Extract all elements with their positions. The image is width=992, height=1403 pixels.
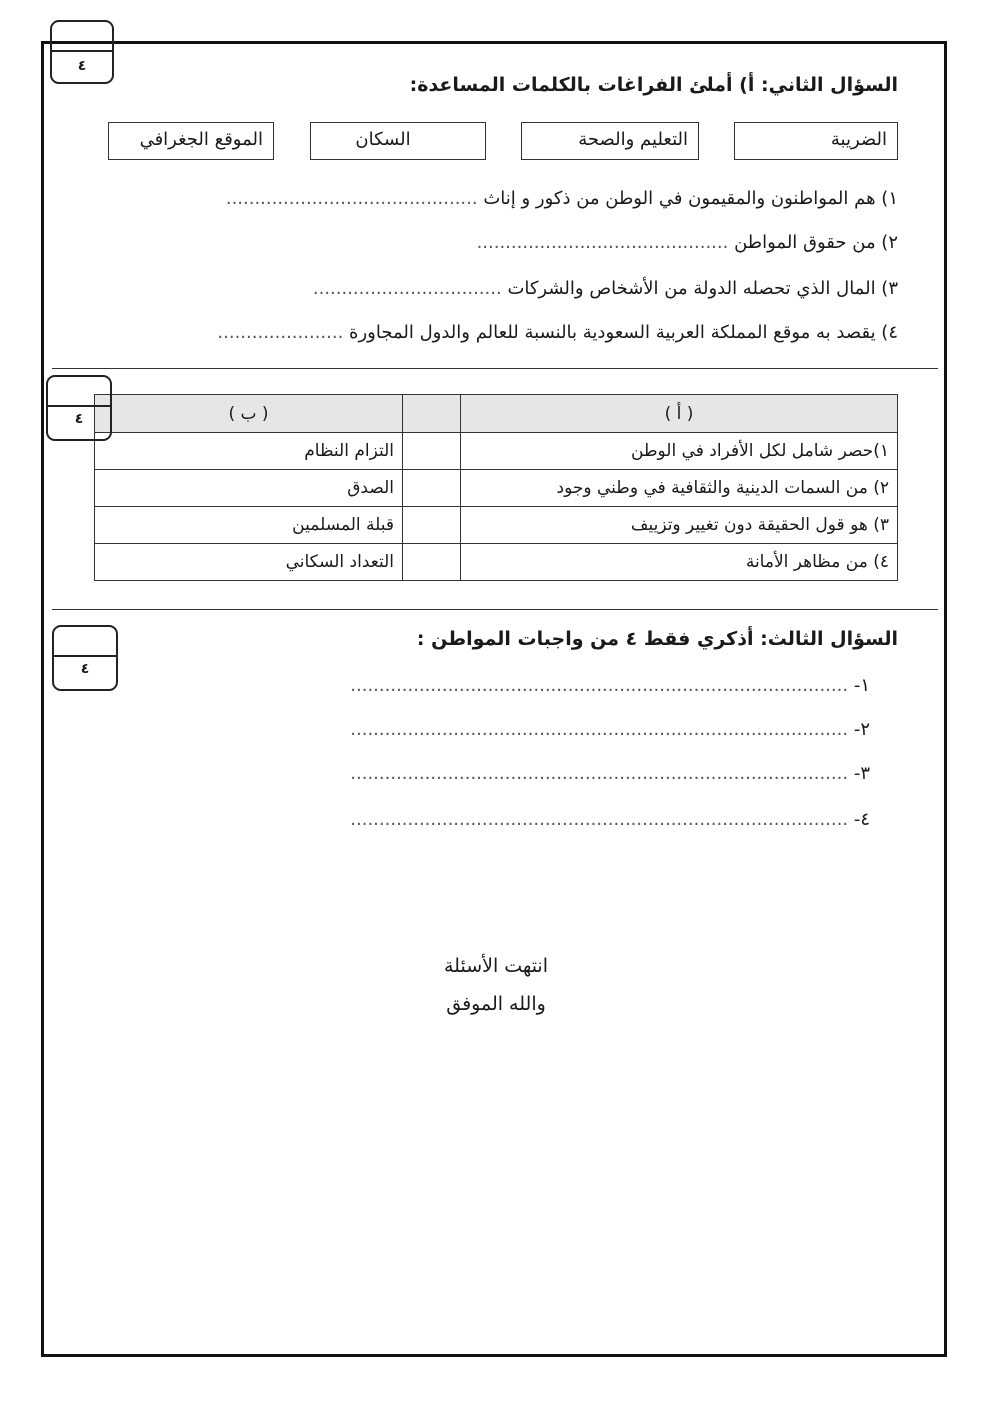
answer-line: [350, 760, 870, 788]
answer-line: [350, 806, 870, 834]
section-2-title: السؤال الثاني: أ) أملئ الفراغات بالكلمات المساعدة:: [409, 74, 898, 96]
fill-item-text: ٤) يقصد به موقع المملكة العربية السعودية بالنسبة للعالم والدول المجاورة: [349, 322, 898, 343]
answer-blank[interactable]: .......................................................................................: [350, 809, 849, 830]
fill-blank[interactable]: ............................................: [225, 188, 478, 209]
column-a-cell: ٣) هو قول الحقيقة دون تغيير وتزييف: [461, 507, 898, 544]
score-box-section-b: [46, 375, 112, 441]
closing-line-1: انتهت الأسئلة: [444, 955, 548, 977]
matching-table: [94, 394, 898, 581]
score-value: ٤: [77, 58, 87, 74]
column-b-cell: التعداد السكاني: [95, 544, 403, 581]
answer-blank[interactable]: .......................................................................................: [350, 719, 849, 740]
column-a-cell: ٤) من مظاهر الأمانة: [461, 544, 898, 581]
word-bank-item: السكان: [310, 122, 486, 160]
column-a-cell: ٢) من السمات الدينية والثقافية في وطني وجود: [461, 470, 898, 507]
section-divider: [52, 609, 938, 610]
column-a-cell: ١)حصر شامل لكل الأفراد في الوطن: [461, 433, 898, 470]
answer-label: ٤-: [853, 809, 870, 830]
answer-line: [350, 716, 870, 744]
fill-item: [477, 228, 898, 258]
answer-label: ٢-: [853, 719, 870, 740]
score-box-section-2: [50, 20, 114, 84]
fill-item-text: ٣) المال الذي تحصله الدولة من الأشخاص والشركات: [507, 278, 898, 299]
fill-blank[interactable]: ......................: [217, 322, 344, 343]
answer-blank[interactable]: .......................................................................................: [350, 675, 849, 696]
score-value: ٤: [80, 661, 90, 677]
table-header-row: [95, 395, 898, 433]
answer-column-header: [403, 395, 461, 433]
answer-label: ١-: [853, 675, 870, 696]
fill-item-text: ٢) من حقوق المواطن: [734, 232, 898, 253]
answer-line: [350, 672, 870, 700]
section-3-title: السؤال الثالث: أذكري فقط ٤ من واجبات المواطن :: [416, 628, 898, 650]
fill-item: [226, 184, 898, 214]
fill-blank[interactable]: ............................................: [476, 232, 729, 253]
answer-cell[interactable]: [403, 470, 461, 507]
table-row: [95, 544, 898, 581]
word-bank-item: الموقع الجغرافي: [108, 122, 274, 160]
column-b-cell: التزام النظام: [95, 433, 403, 470]
answer-cell[interactable]: [403, 544, 461, 581]
column-a-header: ( أ ): [461, 395, 898, 433]
table-row: [95, 433, 898, 470]
word-bank-item: الضريبة: [734, 122, 898, 160]
answer-blank[interactable]: .......................................................................................: [350, 763, 849, 784]
column-b-cell: الصدق: [95, 470, 403, 507]
word-bank-item: التعليم والصحة: [521, 122, 699, 160]
fill-blank[interactable]: .................................: [312, 278, 502, 299]
column-b-header: ( ب ): [95, 395, 403, 433]
section-divider: [52, 368, 938, 369]
score-box-section-3: [52, 625, 118, 691]
table-row: [95, 507, 898, 544]
fill-item: [313, 274, 898, 304]
closing-line-2: والله الموفق: [446, 993, 546, 1015]
answer-cell[interactable]: [403, 433, 461, 470]
table-row: [95, 470, 898, 507]
column-b-cell: قبلة المسلمين: [95, 507, 403, 544]
answer-label: ٣-: [853, 763, 870, 784]
answer-cell[interactable]: [403, 507, 461, 544]
fill-item-text: ١) هم المواطنون والمقيمون في الوطن من ذكور و إناث: [483, 188, 898, 209]
fill-item: [217, 318, 898, 348]
score-value: ٤: [74, 411, 84, 427]
